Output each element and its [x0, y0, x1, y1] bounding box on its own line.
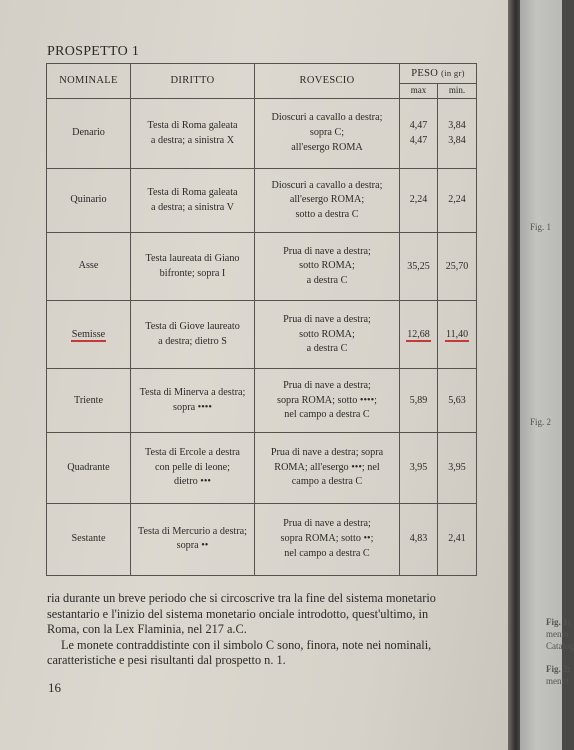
- rovescio-line: sopra ROMA; sotto ••••;: [276, 394, 377, 406]
- table-row: [47, 233, 477, 301]
- peso-max-cell: [400, 169, 438, 233]
- peso-max-value: 4,83: [409, 533, 428, 545]
- rovescio-cell: [255, 369, 400, 433]
- nominale-label: Quinario: [70, 194, 107, 206]
- rovescio-cell: [255, 233, 400, 301]
- header-nominale: NOMINALE: [47, 64, 131, 99]
- rovescio-line: sopra ROMA; sotto ••;: [280, 532, 374, 544]
- nominale-cell: [47, 369, 131, 433]
- peso-max-value: 5,89: [409, 394, 428, 406]
- peso-min-value: 2,41: [448, 533, 466, 545]
- diritto-line: dietro •••: [173, 476, 211, 488]
- rovescio-line: a destra C: [306, 343, 348, 355]
- nominale-cell: [47, 503, 131, 575]
- table-row: [47, 503, 477, 575]
- fig2-label: Fig. 2: [530, 417, 552, 427]
- diritto-line: Testa di Giove laureato: [145, 321, 240, 333]
- rovescio-line: ROMA; all'esergo •••; nel: [274, 461, 380, 473]
- text-line: sestantario e l'inizio del sistema monetario onciale introdotto, quest'ultimo, in: [47, 606, 429, 621]
- rovescio-line: campo a destra C: [291, 476, 363, 488]
- text-line: ria durante un breve periodo che si circoscrive tra la fine del sistema monetario: [47, 591, 436, 605]
- diritto-cell: [131, 433, 255, 503]
- peso-min-cell: [438, 369, 477, 433]
- header-peso-unit: (in gr): [441, 67, 465, 78]
- nominale-cell: [47, 301, 131, 369]
- peso-max-cell: [400, 503, 438, 575]
- diritto-cell: [131, 301, 255, 369]
- caption1-label: Fig. 1:: [546, 617, 571, 627]
- rovescio-line: sotto a destra C: [295, 209, 359, 221]
- peso-max-value: 3,95: [409, 461, 428, 473]
- peso-max-value: 4,47: [409, 134, 428, 146]
- rovescio-line: Dioscuri a cavallo a destra;: [271, 112, 383, 124]
- rovescio-cell: [255, 99, 400, 169]
- header-peso-label: PESO: [411, 67, 439, 79]
- diritto-line: Testa di Minerva a destra;: [139, 387, 246, 399]
- peso-max-cell: [400, 433, 438, 503]
- text-line: caratteristiche e pesi risultanti dal prospetto n. 1.: [47, 653, 286, 667]
- rovescio-line: Prua di nave a destra; sopra: [270, 446, 384, 458]
- nominale-label: Semisse: [71, 329, 106, 342]
- nominale-label: Triente: [73, 394, 104, 406]
- caption1-text2: Catalog: [546, 641, 574, 651]
- rovescio-line: sotto ROMA;: [299, 328, 355, 340]
- rovescio-line: a destra C: [306, 275, 348, 287]
- peso-min-value: 5,63: [448, 394, 466, 406]
- rovescio-cell: [255, 301, 400, 369]
- diritto-line: a destra; dietro S: [158, 335, 227, 347]
- header-peso: [400, 64, 477, 84]
- peso-min-cell: [438, 433, 477, 503]
- diritto-line: Testa laureata di Giano: [145, 252, 240, 264]
- rovescio-line: Prua di nave a destra;: [283, 313, 371, 325]
- rovescio-line: Dioscuri a cavallo a destra;: [271, 179, 383, 191]
- peso-min-cell: [438, 233, 477, 301]
- header-max: max: [400, 84, 438, 99]
- diritto-line: Testa di Roma galeata: [147, 119, 238, 131]
- peso-max-value: 2,24: [409, 194, 428, 206]
- caption2-text: mento: [546, 676, 569, 686]
- header-rovescio: ROVESCIO: [255, 64, 400, 99]
- body-text: [47, 591, 472, 669]
- diritto-line: a destra; a sinistra X: [150, 134, 235, 146]
- table-row: [47, 369, 477, 433]
- rovescio-cell: [255, 503, 400, 575]
- peso-min-cell: [438, 301, 477, 369]
- rovescio-line: nel campo a destra C: [284, 547, 370, 559]
- diritto-line: sopra ••••: [173, 401, 212, 413]
- peso-max-cell: [400, 369, 438, 433]
- facing-page: [520, 0, 574, 750]
- diritto-cell: [131, 503, 255, 575]
- table-row: [47, 99, 477, 169]
- diritto-line: Testa di Roma galeata: [147, 186, 238, 198]
- diritto-line: bifronte; sopra I: [159, 267, 226, 279]
- peso-min-value: 3,84: [448, 134, 466, 146]
- peso-min-value: 3,84: [448, 120, 466, 132]
- diritto-cell: [131, 233, 255, 301]
- peso-min-cell: [438, 169, 477, 233]
- peso-min-cell: [438, 99, 477, 169]
- peso-min-cell: [438, 503, 477, 575]
- diritto-line: sopra ••: [176, 540, 209, 552]
- nominale-label: Denario: [72, 127, 105, 139]
- rovescio-line: sopra C;: [309, 127, 345, 139]
- rovescio-line: Prua di nave a destra;: [283, 518, 371, 530]
- peso-max-value: 35,25: [407, 260, 430, 272]
- diritto-cell: [131, 369, 255, 433]
- table-row: [47, 433, 477, 503]
- header-min: min.: [438, 84, 477, 99]
- text-line: Le monete contraddistinte con il simbolo C sono, finora, note nei nominali,: [61, 637, 432, 652]
- peso-max-cell: [400, 233, 438, 301]
- peso-min-value: 25,70: [445, 260, 469, 272]
- caption2-label: Fig. 2:: [546, 664, 571, 674]
- caption1-text: mento: [546, 629, 569, 639]
- table-title: PROSPETTO 1: [47, 44, 140, 59]
- nominale-cell: [47, 433, 131, 503]
- nominale-label: Quadrante: [67, 461, 110, 473]
- nominale-cell: [47, 169, 131, 233]
- coin-table: [46, 63, 477, 576]
- nominale-cell: [47, 233, 131, 301]
- header-diritto: DIRITTO: [131, 64, 255, 99]
- peso-min-value: 3,95: [448, 461, 466, 473]
- text-line: Roma, con la Lex Flaminia, nel 217 a.C.: [47, 622, 247, 636]
- table-row: [47, 169, 477, 233]
- nominale-cell: [47, 99, 131, 169]
- rovescio-line: Prua di nave a destra;: [283, 245, 371, 257]
- peso-min-value: 2,24: [448, 194, 466, 206]
- rovescio-cell: [255, 433, 400, 503]
- table-row: [47, 301, 477, 369]
- diritto-cell: [131, 99, 255, 169]
- rovescio-line: sotto ROMA;: [299, 260, 355, 272]
- diritto-line: Testa di Mercurio a destra;: [137, 525, 248, 537]
- nominale-label: Sestante: [71, 532, 106, 544]
- nominale-label: Asse: [78, 260, 99, 272]
- peso-min-value: 11,40: [445, 328, 469, 340]
- rovescio-line: all'esergo ROMA;: [289, 194, 365, 206]
- page-number: 16: [48, 680, 61, 695]
- peso-max-cell: [400, 301, 438, 369]
- rovescio-line: Prua di nave a destra;: [283, 379, 371, 391]
- diritto-cell: [131, 169, 255, 233]
- peso-max-cell: [400, 99, 438, 169]
- rovescio-cell: [255, 169, 400, 233]
- peso-max-value: 12,68: [407, 328, 430, 340]
- rovescio-line: all'esergo ROMA: [291, 141, 363, 153]
- rovescio-line: nel campo a destra C: [284, 409, 370, 421]
- peso-max-value: 4,47: [409, 120, 428, 132]
- diritto-line: con pelle di leone;: [155, 461, 230, 473]
- fig1-label: Fig. 1: [530, 222, 552, 232]
- diritto-line: a destra; a sinistra V: [151, 201, 234, 213]
- diritto-line: Testa di Ercole a destra: [145, 446, 240, 458]
